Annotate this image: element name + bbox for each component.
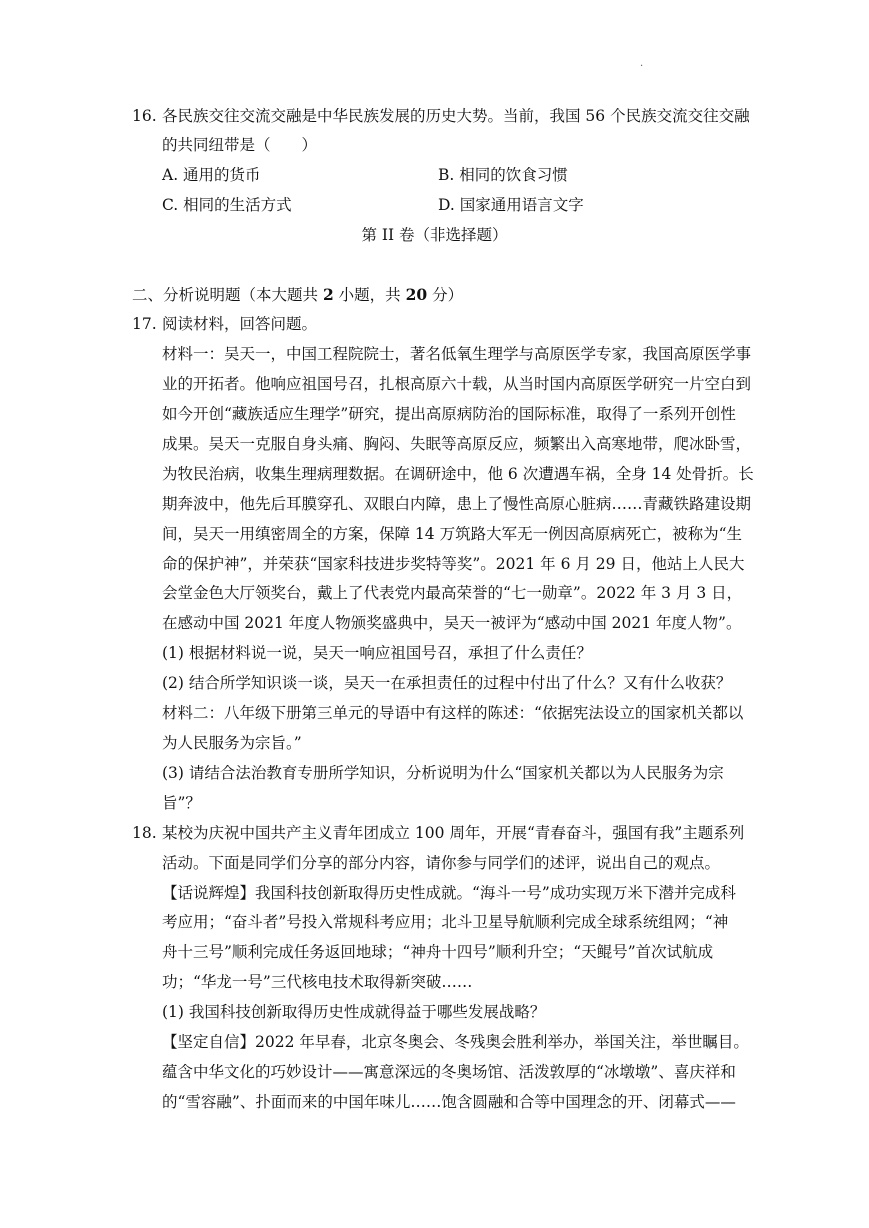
q17-sub-question-1: (1) 根据材料说一说，吴天一响应祖国号召，承担了什么责任？ (162, 644, 592, 662)
volume-title: 第 II 卷（非选择题） (361, 226, 508, 244)
q18-part1-line: 【话说辉煌】我国科技创新取得历史性成就。“海斗一号”成功实现万米下潜并完成科 (162, 884, 736, 902)
q18-part2-line: 【坚定自信】2022 年早春，北京冬奥会、冬残奥会胜利举办，举国关注，举世瞩目。 (162, 1033, 749, 1051)
q17-material1-line: 成果。吴天一克服自身头痛、胸闷、失眠等高原反应，频繁出入高寒地带，爬冰卧雪， (162, 435, 752, 453)
q17-sub-question-3: (3) 请结合法治教育专册所学知识，分析说明为什么“国家机关都以为人民服务为宗 (162, 764, 724, 782)
q18-intro-line: 活动。下面是同学们分享的部分内容，请你参与同学们的述评，说出自己的观点。 (162, 854, 721, 872)
q18-part1-line: 考应用；“奋斗者”号投入常规科考应用；北斗卫星导航顺利完成全球系统组网；“神 (162, 913, 729, 931)
q18-part1-line: 舟十三号”顺利完成任务返回地球；“神舟十四号”顺利升空；“天鲲号”首次试航成 (162, 943, 714, 961)
q17-sub-question-2: (2) 结合所学知识谈一谈，吴天一在承担责任的过程中付出了什么？又有什么收获？ (162, 674, 732, 692)
q17-material1-line: 材料一：吴天一，中国工程院院士，著名低氧生理学与高原医学专家，我国高原医学事 (162, 345, 752, 363)
q17-material1-line: 为牧民治病，收集生理病理数据。在调研途中，他 6 次遭遇车祸，全身 14 处骨折。长 (162, 465, 754, 483)
q18-part2-line: 蕴含中华文化的巧妙设计——寓意深远的冬奥场馆、活泼敦厚的“冰墩墩”、喜庆祥和 (162, 1063, 736, 1081)
q17-material1-line: 如今开创“藏族适应生理学”研究，提出高原病防治的国际标准，取得了一系列开创性 (162, 405, 736, 423)
q16-number: 16. (132, 107, 157, 125)
q18-number: 18. (132, 824, 157, 842)
q17-material1-line: 期奔波中，他先后耳膜穿孔、双眼白内障，患上了慢性高原心脏病……青藏铁路建设期 (162, 495, 752, 513)
q18-part2-line: 的“雪容融”、扑面而来的中国年味儿……饱含圆融和合等中国理念的开、闭幕式—— (162, 1093, 736, 1111)
q17-material2-line: 材料二：八年级下册第三单元的导语中有这样的陈述：“依据宪法设立的国家机关都以 (162, 704, 744, 722)
q17-material1-line: 间，吴天一用缜密周全的方案，保障 14 万筑路大军无一例因高原病死亡，被称为“生 (162, 525, 743, 543)
q18-part1-line: 功；“华龙一号”三代核电技术取得新突破…… (162, 973, 473, 991)
q16-option-c: C. 相同的生活方式 (162, 196, 292, 214)
q16-stem-line-1: 各民族交往交流交融是中华民族发展的历史大势。当前，我国 56 个民族交流交往交融 (162, 107, 750, 125)
q17-material2-line: 为人民服务为宗旨。” (162, 734, 302, 752)
q17-material1-line: 业的开拓者。他响应祖国号召，扎根高原六十载，从当时国内高原医学研究一片空白到 (162, 375, 752, 393)
q17-material1-line: 会堂金色大厅领奖台，戴上了代表党内最高荣誉的“七一勋章”。2022 年 3 月 3 日， (162, 584, 743, 602)
q18-intro-line: 某校为庆祝中国共产主义青年团成立 100 周年，开展“青春奋斗，强国有我”主题系列 (162, 824, 745, 842)
q16-option-b: B. 相同的饮食习惯 (438, 166, 568, 184)
q17-number: 17. (132, 315, 157, 333)
q17-sub-question-3-cont: 旨”？ (162, 794, 201, 812)
header-dot: . (640, 58, 644, 69)
section-2-heading: 二、分析说明题（本大题共 2 小题，共 20 分） (132, 285, 464, 304)
q17-material1-line: 在感动中国 2021 年度人物颁奖盛典中，吴天一被评为“感动中国 2021 年度人物”。 (162, 614, 742, 632)
q16-option-a: A. 通用的货币 (162, 166, 261, 184)
q18-sub-question-1: (1) 我国科技创新取得历史性成就得益于哪些发展战略？ (162, 1003, 546, 1021)
q17-material1-line: 命的保护神”，并荣获“国家科技进步奖特等奖”。2021 年 6 月 29 日，他站上人民大 (162, 555, 745, 573)
q16-option-d: D. 国家通用语言文字 (438, 196, 584, 214)
q17-intro: 阅读材料，回答问题。 (162, 315, 318, 333)
q16-stem-line-2: 的共同纽带是（ ） (162, 136, 318, 154)
